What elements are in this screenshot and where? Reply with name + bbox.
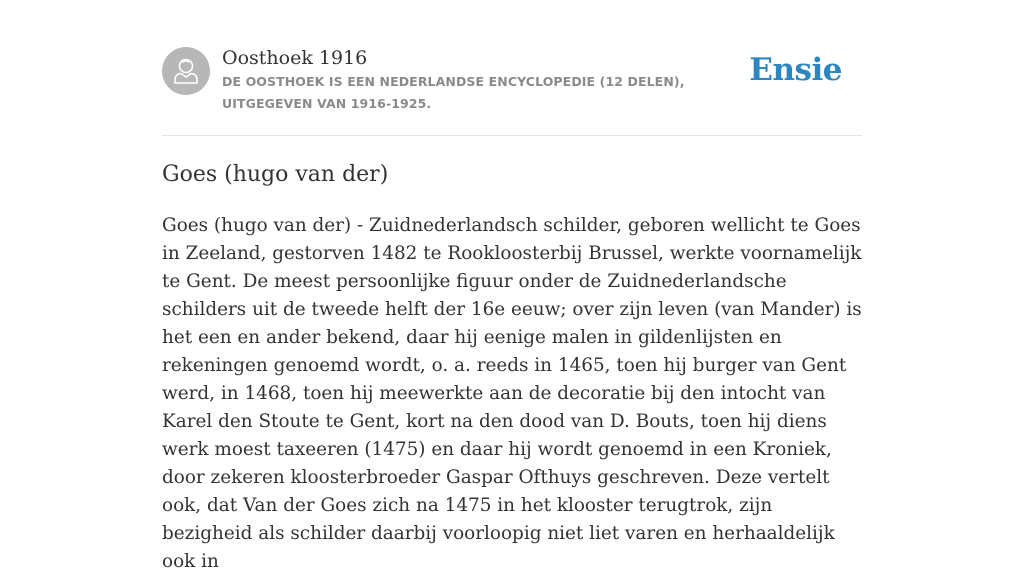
article-title: Goes (hugo van der): [162, 162, 389, 187]
source-title[interactable]: Oosthoek 1916: [222, 47, 368, 69]
source-info: [222, 45, 762, 115]
user-silhouette-icon: [162, 47, 210, 95]
ensie-logo-link[interactable]: Ensie: [749, 52, 842, 88]
user-avatar-icon[interactable]: [162, 47, 210, 95]
source-description: DE OOSTHOEK IS EEN NEDERLANDSE ENCYCLOPEDIE (12 DELEN), UITGEGEVEN VAN 1916-1925.: [222, 74, 685, 111]
source-header: [162, 0, 862, 136]
content-container: [162, 0, 862, 572]
article-body: Goes (hugo van der) - Zuidnederlandsch schilder, geboren wellicht te Goes in Zeeland, gestorven 1482 te Rookloosterbij Brussel, werkte voornamelijk te Gent. De meest persoonlijke figuur onder de Zuidnederlandsche schilders uit de tweede helft der 16e eeuw; over zijn leven (van Mander) is het een en ander bekend, daar hij eenige malen in gildenlijsten en rekeningen genoemd wordt, o. a. reeds in 1465, toen hij burger van Gent werd, in 1468, toen hij meewerkte aan de decoratie bij den intocht van Karel den Stoute te Gent, kort na den dood van D. Bouts, toen hij diens werk moest taxeeren (1475) en daar hij wordt genoemd in een Kroniek, door zekeren kloosterbroeder Gaspar Ofthuys geschreven. Deze vertelt ook, dat Van der Goes zich na 1475 in het klooster terugtrok, zijn bezigheid als schilder daarbij voorloopig niet liet varen en herhaaldelijk ook in: [162, 215, 862, 572]
